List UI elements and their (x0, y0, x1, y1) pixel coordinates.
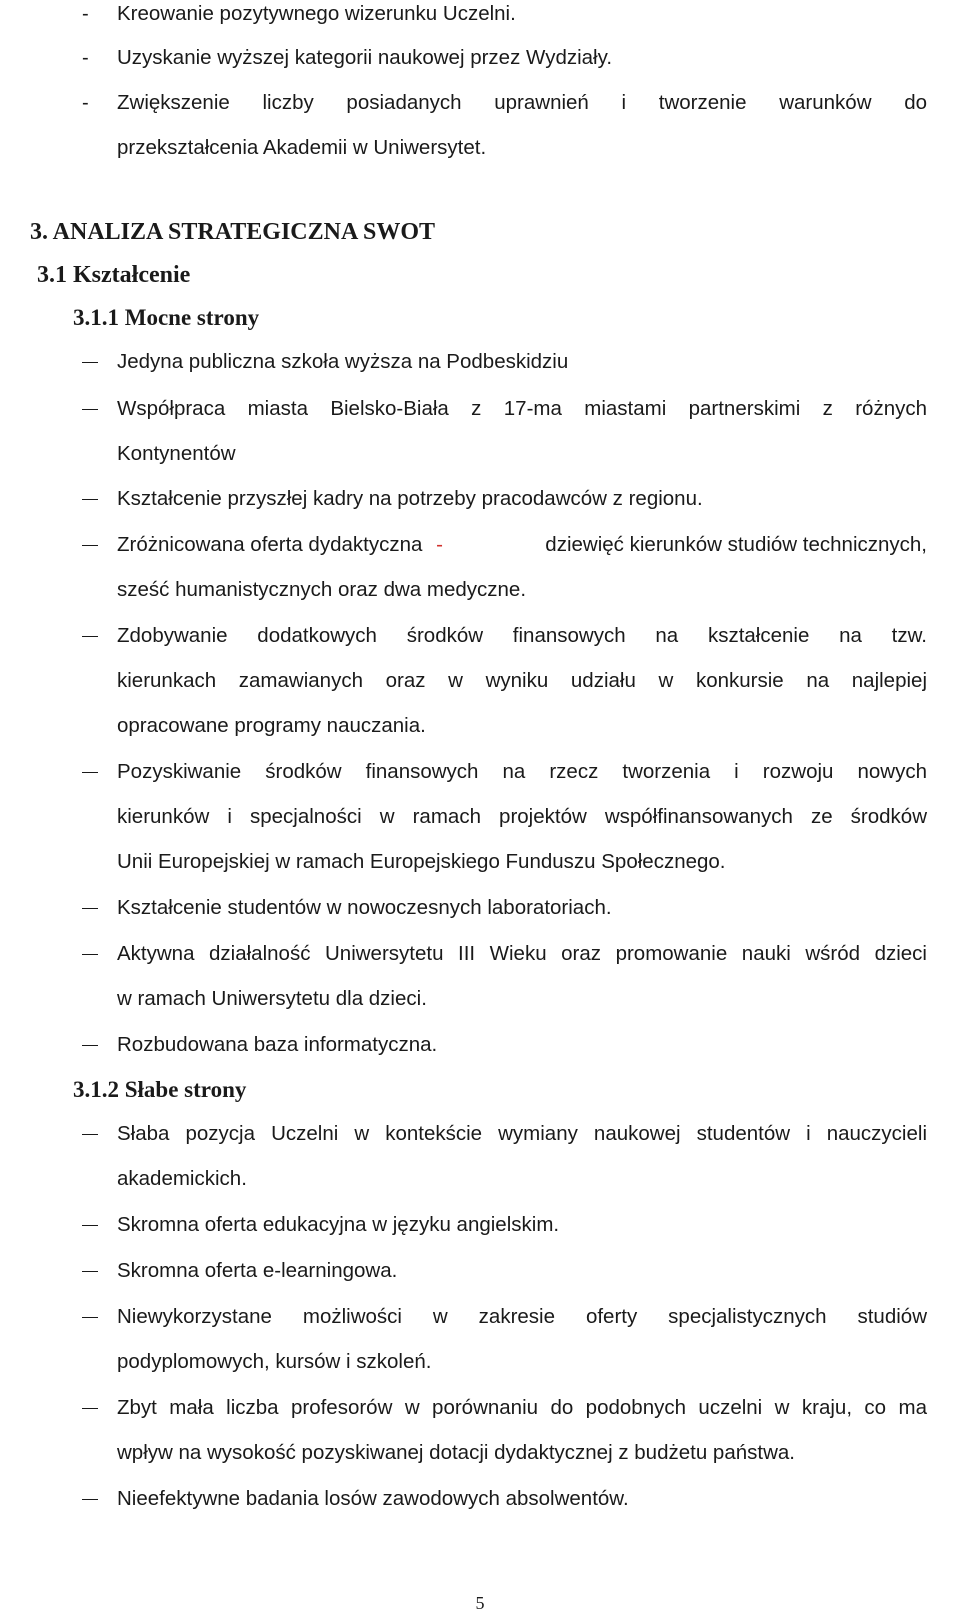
hyphen-bullet: - (82, 47, 89, 69)
dash-bullet (82, 1045, 98, 1046)
list-item: Niewykorzystane możliwości w zakresie oferty specjalistycznych studiów podyplomowych, kursów i szkoleń. (117, 1305, 927, 1373)
dash-bullet (82, 1271, 98, 1272)
list-item: Zwiększenie liczby posiadanych uprawnień i tworzenie warunków do przekształcenia Akademii w Uniwersytet. (117, 91, 927, 159)
dash-bullet (82, 636, 98, 637)
list-item: Uzyskanie wyższej kategorii naukowej przez Wydziały. (117, 46, 613, 69)
list-item: Zdobywanie dodatkowych środków finansowych na kształcenie na tzw. kierunkach zamawianych oraz w wyniku udziału w konkursie na najlepiej opracowane programy nauczania. (117, 624, 927, 737)
list-item: Współpraca miasta Bielsko-Biała z 17-ma miastami partnerskimi z różnych Kontynentów (117, 397, 927, 465)
strengths-heading: 3.1.1 Mocne strony (73, 305, 260, 330)
red-separator: - (436, 533, 443, 556)
list-item: Aktywna działalność Uniwersytetu III Wieku oraz promowanie nauki wśród dzieci w ramach Uniwersytetu dla dzieci. (117, 942, 927, 1010)
list-item: Jedyna publiczna szkoła wyższa na Podbeskidziu (117, 350, 569, 373)
subsection-heading: 3.1 Kształcenie (37, 262, 191, 288)
list-item: Słaba pozycja Uczelni w kontekście wymiany naukowej studentów i nauczycieli akademickich. (117, 1122, 927, 1190)
dash-bullet (82, 1225, 98, 1226)
dash-bullet (82, 409, 98, 410)
dash-bullet (82, 772, 98, 773)
list-item: Kształcenie przyszłej kadry na potrzeby pracodawców z regionu. (117, 487, 703, 510)
dash-bullet (82, 1317, 98, 1318)
list-item: Kreowanie pozytywnego wizerunku Uczelni. (117, 2, 516, 25)
list-item: Skromna oferta e-learningowa. (117, 1259, 398, 1282)
list-item: Zbyt mała liczba profesorów w porównaniu do podobnych uczelni w kraju, co ma wpływ na wysokość pozyskiwanej dotacji dydaktycznej z budżetu państwa. (117, 1396, 927, 1464)
list-item: Nieefektywne badania losów zawodowych absolwentów. (117, 1487, 629, 1510)
list-item: Skromna oferta edukacyjna w języku angielskim. (117, 1213, 560, 1236)
weaknesses-heading: 3.1.2 Słabe strony (73, 1077, 247, 1102)
dash-bullet (82, 362, 98, 363)
dash-bullet (82, 499, 98, 500)
list-item: Zróżnicowana oferta dydaktyczna - dziewięć kierunków studiów technicznych, sześć humanistycznych oraz dwa medyczne. (117, 533, 927, 601)
hyphen-bullet: - (82, 92, 89, 114)
list-item: Kształcenie studentów w nowoczesnych laboratoriach. (117, 896, 612, 919)
hyphen-bullet: - (82, 3, 89, 25)
dash-bullet (82, 908, 98, 909)
page-number: 5 (475, 1593, 485, 1613)
section-heading: 3. ANALIZA STRATEGICZNA SWOT (30, 219, 435, 245)
list-item: Pozyskiwanie środków finansowych na rzecz tworzenia i rozwoju nowych kierunków i specjalności w ramach projektów współfinansowanych ze środków Unii Europejskiej w ramach Europejskiego Funduszu Społecznego. (117, 760, 927, 873)
dash-bullet (82, 1408, 98, 1409)
dash-bullet (82, 954, 98, 955)
dash-bullet (82, 1499, 98, 1500)
dash-bullet (82, 1134, 98, 1135)
dash-bullet (82, 545, 98, 546)
list-item: Rozbudowana baza informatyczna. (117, 1033, 438, 1056)
